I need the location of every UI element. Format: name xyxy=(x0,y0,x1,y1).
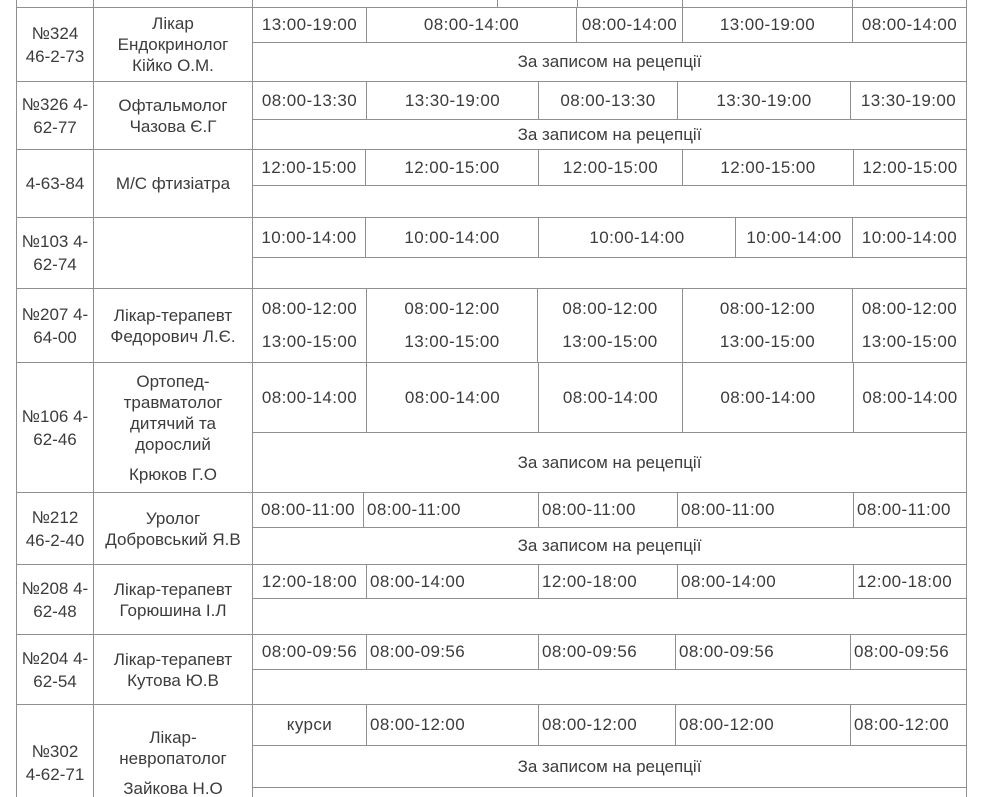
time-text: 08:00-09:56 xyxy=(679,642,775,661)
time-slot-cell xyxy=(853,0,966,7)
times-area xyxy=(253,705,967,797)
time-slot-cell xyxy=(678,82,851,119)
doctor-line: Лікар-терапевт xyxy=(113,305,233,325)
doctor-line: Лікар-терапевт xyxy=(113,579,233,599)
room-phone-line: №204 4- xyxy=(21,648,89,668)
time-text: 13:00-15:00 xyxy=(261,332,358,351)
room-phone-line: №207 4- xyxy=(21,304,89,324)
doctor-line: невропатолог xyxy=(119,748,227,768)
time-slot-cell xyxy=(253,218,366,257)
doctor-line: Горюшина І.Л xyxy=(119,600,227,620)
time-slot-cell xyxy=(678,493,854,527)
time-slot-cell xyxy=(683,0,853,7)
note-text: За записом на рецепції xyxy=(517,452,702,472)
doctor-line: Чазова Є.Г xyxy=(129,116,217,136)
time-slot-cell xyxy=(683,150,854,185)
time-slot-cell xyxy=(367,635,539,669)
room-phone-line: 62-48 xyxy=(33,601,77,621)
room-phone-cell xyxy=(17,493,94,564)
time-slot-cell xyxy=(539,493,678,527)
doctor-line: Ендокринолог xyxy=(117,35,229,54)
empty-subrow xyxy=(253,788,966,797)
room-phone-line: №324 xyxy=(31,23,79,43)
room-phone-line: 46-2-73 xyxy=(25,46,85,66)
times-area xyxy=(253,493,967,564)
room-phone-line: №326 4- xyxy=(21,94,89,114)
time-slot-cell xyxy=(366,150,539,185)
time-slot-cell xyxy=(851,82,966,119)
time-text: 08:00-14:00 xyxy=(581,15,678,34)
time-slot-cell xyxy=(854,565,966,598)
room-phone-cell xyxy=(17,705,94,797)
room-phone-cell xyxy=(17,565,94,634)
room-phone-line: №302 xyxy=(31,741,79,761)
time-text: 08:00-12:00 xyxy=(261,299,358,318)
time-text: 08:00-14:00 xyxy=(370,571,466,591)
time-slot-cell xyxy=(367,705,539,745)
time-slot-cell xyxy=(678,565,854,598)
times-area xyxy=(253,150,967,217)
time-text: 08:00-11:00 xyxy=(542,500,636,519)
time-text: 12:00-15:00 xyxy=(720,157,816,177)
time-text: 10:00-14:00 xyxy=(589,227,685,247)
note-subrow xyxy=(253,186,966,217)
doctor-line: дорослий xyxy=(135,434,211,454)
time-slot-cell xyxy=(577,8,683,42)
time-text: 08:00-09:56 xyxy=(370,642,466,661)
time-text: 12:00-15:00 xyxy=(404,157,500,177)
times-area xyxy=(253,82,967,149)
note-subrow xyxy=(253,670,966,704)
times-subrow xyxy=(253,363,966,433)
time-text: 08:00-11:00 xyxy=(681,500,775,519)
time-slot-cell xyxy=(253,363,367,432)
time-slot-cell xyxy=(367,289,538,362)
note-subrow xyxy=(253,258,966,288)
time-slot-cell xyxy=(253,565,367,598)
times-subrow xyxy=(253,635,966,670)
time-slot-cell xyxy=(367,565,539,598)
time-text: 08:00-11:00 xyxy=(857,500,951,519)
time-text: 08:00-12:00 xyxy=(679,715,775,734)
time-slot-cell xyxy=(853,8,966,42)
doctor-cell xyxy=(94,493,253,564)
times-area xyxy=(253,218,967,288)
table-top-edge-row xyxy=(17,0,967,7)
time-slot-cell xyxy=(253,150,366,185)
room-phone-cell xyxy=(17,635,94,704)
time-slot-cell xyxy=(253,0,498,7)
time-slot-cell xyxy=(539,363,683,432)
time-text: 13:00-19:00 xyxy=(719,15,816,34)
schedule-row xyxy=(17,492,967,564)
schedule-row xyxy=(17,564,967,634)
schedule-row xyxy=(17,7,967,81)
note-subrow xyxy=(253,43,966,81)
times-area xyxy=(253,565,967,634)
doctor-line: дитячий та xyxy=(129,413,217,433)
time-slot-cell xyxy=(683,8,853,42)
time-text: 08:00-14:00 xyxy=(861,15,958,34)
time-slot-cell xyxy=(366,218,539,257)
room-phone-cell xyxy=(17,0,94,7)
time-text: 08:00-09:56 xyxy=(854,642,950,661)
time-slot-cell xyxy=(253,289,367,362)
time-text: 13:00-15:00 xyxy=(861,332,958,351)
doctor-line: М/С фтизіатра xyxy=(115,174,231,193)
doctor-line: Лікар- xyxy=(149,727,197,747)
room-phone-line: 62-46 xyxy=(33,429,77,449)
schedule-row xyxy=(17,217,967,288)
doctor-cell xyxy=(94,0,253,7)
schedule-row xyxy=(17,288,967,362)
time-slot-cell xyxy=(676,705,851,745)
times-subrow xyxy=(253,0,966,7)
times-area xyxy=(253,363,967,492)
time-text: 13:00-19:00 xyxy=(261,15,358,34)
time-slot-cell xyxy=(539,705,676,745)
doctor-cell xyxy=(94,218,253,288)
time-slot-cell xyxy=(854,150,966,185)
room-phone-line: №212 xyxy=(31,507,79,527)
room-phone-line: №208 4- xyxy=(21,578,89,598)
time-slot-cell xyxy=(851,705,966,745)
times-subrow xyxy=(253,705,966,746)
doctor-cell xyxy=(94,150,253,217)
time-slot-cell xyxy=(578,0,683,7)
room-phone-line: 46-2-40 xyxy=(25,530,85,550)
note-text: За записом на рецепції xyxy=(517,124,702,144)
time-text: 08:00-12:00 xyxy=(861,299,958,318)
time-text: 13:30-19:00 xyxy=(860,90,957,110)
times-subrow xyxy=(253,289,966,362)
time-slot-cell xyxy=(683,363,854,432)
time-slot-cell xyxy=(539,635,676,669)
time-slot-cell xyxy=(253,705,367,745)
schedule-row xyxy=(17,634,967,704)
schedule-row xyxy=(17,149,967,217)
room-phone-line: 62-74 xyxy=(33,255,77,274)
time-text: 10:00-14:00 xyxy=(746,227,842,247)
time-text: 12:00-15:00 xyxy=(562,157,659,177)
note-subrow xyxy=(253,746,966,788)
room-phone-line: №106 4- xyxy=(21,406,89,426)
note-subrow xyxy=(253,433,966,492)
time-slot-cell xyxy=(367,82,539,119)
time-text: 13:00-15:00 xyxy=(562,332,658,351)
schedule-row xyxy=(17,362,967,492)
time-slot-cell xyxy=(539,82,678,119)
room-phone-cell xyxy=(17,363,94,492)
room-phone-cell xyxy=(17,150,94,217)
time-text: 12:00-15:00 xyxy=(862,157,958,177)
time-text: 08:00-09:56 xyxy=(261,642,358,661)
time-text: 08:00-11:00 xyxy=(367,500,461,519)
time-slot-cell xyxy=(367,363,539,432)
time-text: 08:00-14:00 xyxy=(720,387,816,407)
time-slot-cell xyxy=(736,218,853,257)
time-slot-cell xyxy=(851,635,966,669)
time-text: 08:00-14:00 xyxy=(862,387,958,407)
note-text: За записом на рецепції xyxy=(517,756,702,776)
doctor-line: Лікар xyxy=(152,14,194,33)
doctor-line: Офтальмолог xyxy=(118,95,228,115)
room-phone-line: 62-54 xyxy=(33,671,77,691)
time-text: 08:00-14:00 xyxy=(261,387,358,407)
time-slot-cell xyxy=(538,289,683,362)
time-slot-cell xyxy=(683,289,853,362)
time-slot-cell xyxy=(253,8,367,42)
times-subrow xyxy=(253,493,966,528)
time-text: 10:00-14:00 xyxy=(404,227,500,247)
time-text: 08:00-14:00 xyxy=(562,387,659,407)
time-slot-cell xyxy=(367,8,577,42)
time-slot-cell xyxy=(853,289,966,362)
time-text: 13:00-15:00 xyxy=(404,332,500,351)
time-slot-cell xyxy=(853,218,966,257)
time-text: 08:00-11:00 xyxy=(261,500,355,519)
time-text: 10:00-14:00 xyxy=(861,227,958,247)
doctor-line: Кутова Ю.В xyxy=(127,670,219,690)
times-subrow xyxy=(253,150,966,186)
time-text: 13:30-19:00 xyxy=(404,90,501,110)
time-text: 08:00-09:56 xyxy=(542,642,638,661)
doctor-line: Уролог xyxy=(145,508,201,528)
room-phone-line: №103 4- xyxy=(21,232,89,251)
times-area xyxy=(253,635,967,704)
time-text: 08:00-12:00 xyxy=(719,299,816,318)
times-subrow xyxy=(253,82,966,120)
time-slot-cell xyxy=(253,635,367,669)
time-text: курси xyxy=(286,715,333,734)
time-text: 12:00-18:00 xyxy=(857,571,953,591)
time-text: 12:00-18:00 xyxy=(542,571,638,591)
doctor-line: Добровський Я.В xyxy=(105,529,241,549)
times-area xyxy=(253,8,967,81)
note-text: За записом на рецепції xyxy=(517,536,702,555)
room-phone-line: 64-00 xyxy=(33,327,77,347)
note-subrow xyxy=(253,528,966,564)
doctor-cell xyxy=(94,82,253,149)
schedule-row xyxy=(17,704,967,797)
room-phone-cell xyxy=(17,82,94,149)
time-text: 08:00-14:00 xyxy=(404,387,501,407)
doctor-cell xyxy=(94,565,253,634)
doctor-line: Федорович Л.Є. xyxy=(110,326,236,346)
room-phone-cell xyxy=(17,8,94,81)
time-slot-cell xyxy=(676,635,851,669)
note-subrow xyxy=(253,599,966,634)
doctor-cell xyxy=(94,635,253,704)
doctor-line: Зайкова Н.О xyxy=(123,778,223,797)
schedule-row xyxy=(17,81,967,149)
doctor-line: Крюков Г.О xyxy=(128,464,218,484)
time-slot-cell xyxy=(854,493,966,527)
times-subrow xyxy=(253,565,966,599)
doctor-cell xyxy=(94,363,253,492)
note-text: За записом на рецепції xyxy=(517,52,702,71)
time-text: 12:00-15:00 xyxy=(261,157,357,177)
doctor-line: Кійко О.М. xyxy=(132,56,214,75)
time-slot-cell xyxy=(498,0,578,7)
doctor-line: травматолог xyxy=(123,392,223,412)
note-subrow xyxy=(253,120,966,149)
room-phone-cell xyxy=(17,218,94,288)
time-text: 08:00-12:00 xyxy=(404,299,500,318)
time-text: 08:00-13:30 xyxy=(560,90,656,110)
time-text: 08:00-12:00 xyxy=(542,715,638,734)
time-slot-cell xyxy=(253,493,364,527)
time-text: 13:30-19:00 xyxy=(716,90,812,110)
room-phone-cell xyxy=(17,289,94,362)
time-text: 08:00-12:00 xyxy=(854,715,950,734)
doctor-cell xyxy=(94,8,253,81)
doctor-line: Ортопед- xyxy=(136,371,210,391)
time-slot-cell xyxy=(539,565,678,598)
time-text: 08:00-14:00 xyxy=(423,15,520,34)
room-phone-line: 62-77 xyxy=(33,117,77,137)
time-text: 10:00-14:00 xyxy=(261,227,357,247)
times-subrow xyxy=(253,218,966,258)
time-slot-cell xyxy=(364,493,539,527)
room-phone-line: 4-63-84 xyxy=(25,174,85,193)
time-slot-cell xyxy=(539,218,736,257)
time-text: 08:00-13:30 xyxy=(261,90,358,110)
time-slot-cell xyxy=(539,150,683,185)
time-text: 13:00-15:00 xyxy=(719,332,816,351)
time-slot-cell xyxy=(854,363,966,432)
doctor-schedule-table xyxy=(16,0,967,797)
time-text: 12:00-18:00 xyxy=(261,571,358,591)
time-text: 08:00-12:00 xyxy=(370,715,466,734)
time-slot-cell xyxy=(253,82,367,119)
doctor-line: Лікар-терапевт xyxy=(113,649,233,669)
times-area xyxy=(253,0,967,7)
doctor-cell xyxy=(94,705,253,797)
time-text: 08:00-12:00 xyxy=(562,299,658,318)
times-subrow xyxy=(253,8,966,43)
doctor-cell xyxy=(94,289,253,362)
room-phone-line: 4-62-71 xyxy=(25,764,85,784)
time-text: 08:00-14:00 xyxy=(681,571,777,591)
times-area xyxy=(253,289,967,362)
